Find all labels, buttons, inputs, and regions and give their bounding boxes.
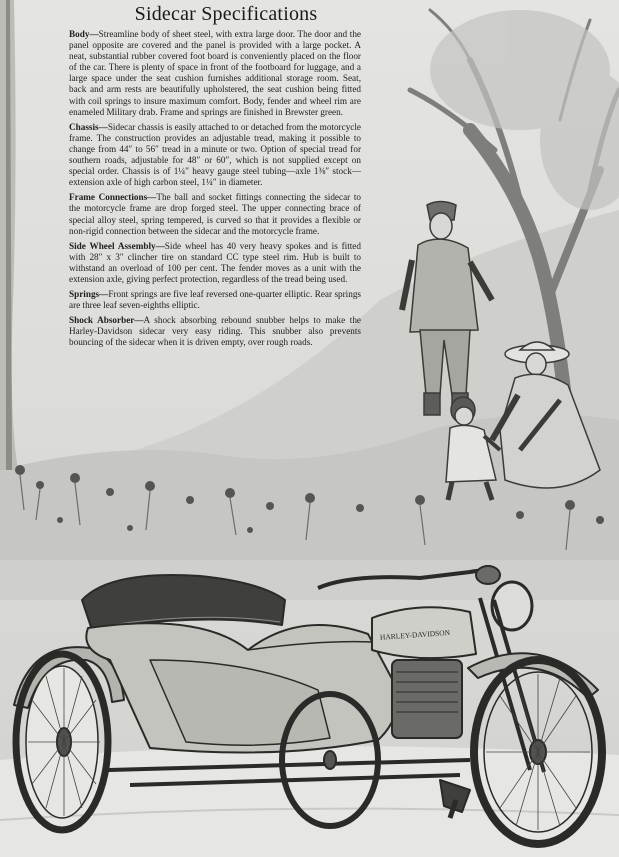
spec-heading: Side Wheel Assembly [69, 240, 156, 251]
spec-dash: — [147, 192, 157, 203]
tank-lettering: HARLEY-DAVIDSON [379, 627, 451, 642]
spec-text: A shock absorbing rebound snubber helps to make the Harley-Davidson sidecar very easy riding. This snubber also prevents bouncing of the sidecar when it is driven empty, over rough roads. [69, 315, 362, 348]
spec-frame-connections [69, 192, 361, 236]
front-wheel [474, 660, 602, 844]
spec-text: Front springs are five leaf reversed one-quarter elliptic. Rear springs are three leaf seven-eighths elliptic. [69, 289, 361, 311]
sidecar-wheel [16, 654, 108, 830]
specifications-list [69, 29, 361, 353]
spec-springs [69, 289, 361, 311]
spec-heading: Frame Connections [69, 192, 148, 203]
headlamp [492, 582, 532, 630]
spec-text: The ball and socket fittings connecting the sidecar to the motorcycle frame are drop forged steel. The upper connecting brace of special alloy steel, spring tempered, is curved so that it provides a flexible or non-rigid connection between the sidecar and the motorcycle frame. [69, 192, 361, 236]
spec-shock-absorber [69, 315, 361, 348]
spec-text: Streamline body of sheet steel, with extra large door. The door and the panel opposite are covered and the panel is provided with a large pocket. A neat, substantial rubber covered foot board is conveniently placed on the floor of the car. There is plenty of space in front of the footboard for luggage, and a large space under the seat cushion furnishes additional storage room. Seat, back and arm rests are beautifully upholstered, the seat cushion being fitted with coil springs to insure maximum comfort. Body, fender and wheel rim are enameled Military drab. Frame and springs are finished in Brewster green. [69, 29, 361, 117]
spec-chassis [69, 122, 361, 189]
page-title: Sidecar Specifications [134, 3, 318, 25]
spec-body [69, 29, 361, 118]
spec-side-wheel-assembly [69, 241, 361, 285]
spec-heading: Chassis [69, 121, 99, 132]
spec-dash: — [134, 315, 144, 326]
spec-dash: — [155, 240, 165, 251]
spec-dash: — [99, 289, 109, 300]
spec-text: Side wheel has 40 very heavy spokes and is fitted with 28″ x 3″ clincher tire on standard CC type steel rim. Hub is built to withstand an overload of 100 per cent. The fender moves as a unit with the extension axle, giving perfect protection, regardless of the tread being used. [69, 240, 361, 284]
spec-dash: — [89, 29, 99, 39]
spec-dash: — [98, 121, 108, 132]
spec-heading: Body [69, 29, 90, 39]
spec-heading: Shock Absorber [69, 315, 135, 326]
spec-heading: Springs [69, 289, 100, 300]
spec-text: Sidecar chassis is easily attached to or detached from the motorcycle frame. The construction provides an adjustable tread, making it possible to change from 44″ to 56″ tread in a minute or two. Option of special tread for southern roads, adjustable for 48″ or 60″, which is not supplied except on special order. Chassis is of 1¼″ heavy gauge steel tubing—axle 1⅜″ stock—extension axle of high carbon steel, 1¼″ in diameter. [69, 121, 361, 188]
